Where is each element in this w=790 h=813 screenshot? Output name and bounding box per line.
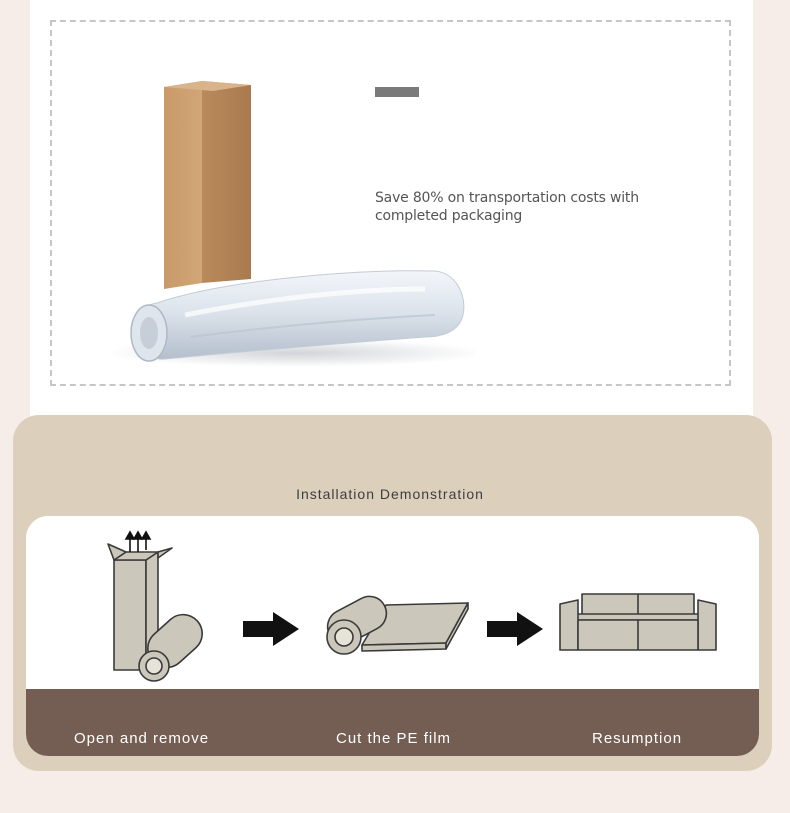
arrow-right-icon — [487, 612, 543, 646]
step-label-cut: Cut the PE film — [336, 730, 452, 747]
step-label-open: Open and remove — [74, 730, 210, 747]
packaging-description: Save 80% on transportation costs with completed packaging — [375, 190, 639, 224]
cardboard-box — [164, 81, 251, 289]
heading-placeholder-bar — [375, 87, 419, 97]
arrow-right-icon — [243, 612, 299, 646]
installation-title: Installation Demonstration — [296, 486, 484, 502]
step-label-resumption: Resumption — [592, 730, 683, 747]
box-and-roll-icon — [100, 530, 210, 688]
product-illustration — [95, 75, 475, 375]
unrolling-mattress-icon — [322, 585, 472, 657]
sofa-icon — [558, 592, 718, 654]
